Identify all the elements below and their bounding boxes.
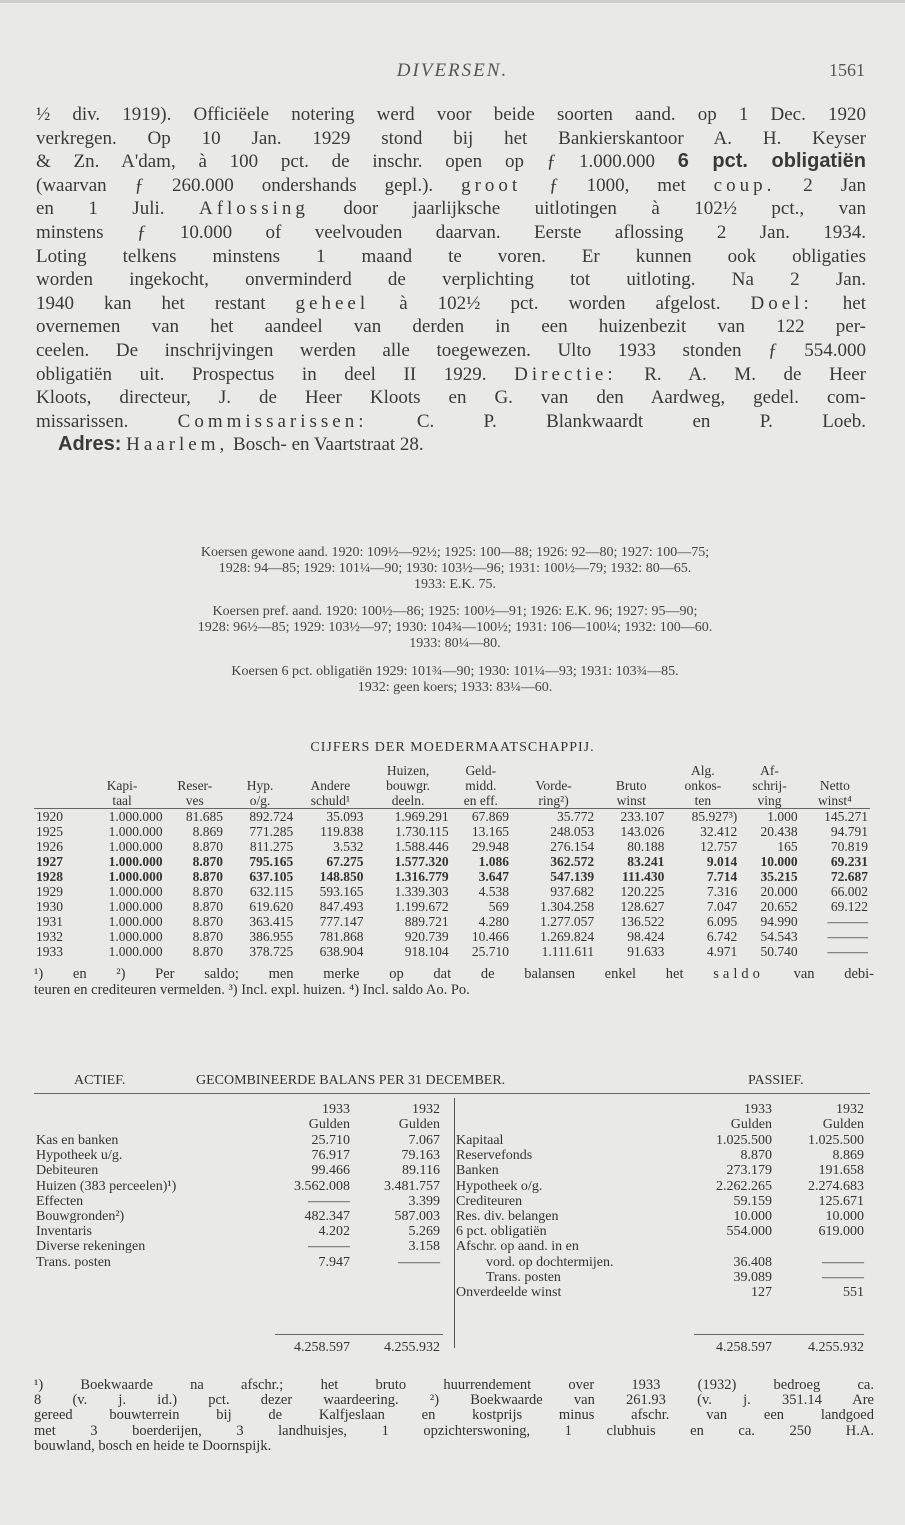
value-cell: ——— — [827, 929, 868, 944]
body-line: 1940 kan het restant geheel à 102½ pct. worden afgelost. Doel: het — [36, 292, 866, 314]
cijfers-header-cell: Alg. — [691, 763, 715, 778]
cijfers-header-cell: Andere — [310, 778, 351, 793]
balans-item-value: 76.917 — [311, 1148, 350, 1164]
year-cell: 1925 — [36, 824, 63, 839]
value-cell: 1.000.000 — [108, 869, 163, 884]
value-cell: 1.730.115 — [395, 824, 449, 839]
cijfers-title: CIJFERS DER MOEDERMAATSCHAPPIJ. — [310, 740, 595, 755]
cijfers-header-cell: ring²) — [538, 793, 569, 808]
balans-item-value: 3.481.757 — [384, 1178, 440, 1194]
value-cell: 795.165 — [249, 854, 294, 869]
balans-item-value: 482.347 — [304, 1208, 350, 1224]
cijfers-header-cell: ves — [185, 793, 204, 808]
value-cell: 67.275 — [326, 854, 364, 869]
cijfers-row — [34, 839, 870, 854]
passief-total-1933: 4.258.597 — [716, 1340, 772, 1355]
value-cell: 632.115 — [249, 884, 294, 899]
balans-item-value: 89.116 — [402, 1163, 440, 1179]
balans-item-value: ——— — [822, 1269, 864, 1285]
balans-item-value: 551 — [843, 1284, 864, 1300]
balans-divider — [454, 1098, 455, 1348]
balans-item-label: Hypotheek o/g. — [456, 1178, 543, 1194]
year-cell: 1926 — [36, 839, 63, 854]
value-cell: 771.285 — [249, 824, 294, 839]
value-cell: 1.199.672 — [394, 899, 449, 914]
cijfers-header-cell: ten — [694, 793, 712, 808]
value-cell: 94.990 — [760, 914, 798, 929]
cijfers-header-cell: Netto — [819, 778, 850, 793]
year-cell: 1931 — [36, 914, 63, 929]
address-line: Adres: Haarlem, Bosch- en Vaartstraat 28. — [58, 433, 424, 456]
balans-item-label: Huizen (383 perceelen)¹) — [36, 1178, 177, 1194]
value-cell: 1.000.000 — [108, 914, 163, 929]
balans-item-value: 59.159 — [733, 1193, 772, 1209]
value-cell: 8.870 — [192, 884, 223, 899]
actief-col-1932-head: 1932 Gulden — [398, 1102, 440, 1133]
value-cell: 119.838 — [320, 824, 364, 839]
actief-1933-values — [270, 1133, 350, 1270]
cijfers-header-cell: Reser- — [177, 778, 213, 793]
value-cell: 1.577.320 — [394, 854, 449, 869]
value-cell: 1.304.258 — [540, 899, 595, 914]
value-cell: 1.111.611 — [541, 944, 595, 959]
balans-item-value: 1.025.500 — [716, 1133, 772, 1148]
balans-item-value: 39.089 — [733, 1269, 772, 1285]
passief-total-rule — [694, 1334, 864, 1335]
value-cell: 547.139 — [550, 869, 595, 884]
value-cell: 892.724 — [225, 809, 295, 825]
value-cell: 67.869 — [451, 809, 511, 825]
top-edge — [0, 0, 905, 3]
value-cell: 4.971 — [706, 944, 738, 959]
year-cell: 1927 — [36, 854, 63, 869]
value-cell: 50.740 — [760, 944, 798, 959]
cijfers-header-cell: winst — [616, 793, 646, 808]
year-cell: 1929 — [36, 884, 63, 899]
actief-total-rule — [275, 1334, 443, 1335]
value-cell: 1.277.057 — [540, 914, 595, 929]
value-cell: 3.532 — [333, 839, 364, 854]
cijfers-header-cell — [34, 793, 80, 809]
cijfers-header-cell: Kapi- — [106, 778, 138, 793]
actief-col-1933-head: 1933 Gulden — [308, 1102, 350, 1133]
balans-item-value: 2.262.265 — [716, 1178, 772, 1194]
value-cell: 80.188 — [627, 839, 665, 854]
value-cell: 8.869 — [192, 824, 223, 839]
value-cell: 148.850 — [319, 869, 364, 884]
balans-title: GECOMBINEERDE BALANS PER 31 DECEMBER. — [196, 1073, 506, 1088]
cijfers-header-cell — [225, 763, 295, 778]
value-cell: 233.107 — [596, 809, 666, 825]
value-cell: 7.316 — [706, 884, 738, 899]
value-cell: 9.014 — [706, 854, 738, 869]
balans-item-label: Kas en banken — [36, 1133, 119, 1148]
cijfers-row — [34, 869, 870, 884]
value-cell: ——— — [827, 914, 868, 929]
value-cell: 25.710 — [471, 944, 509, 959]
value-cell: 8.870 — [192, 869, 223, 884]
value-cell: 70.819 — [830, 839, 868, 854]
passief-1933-values — [690, 1133, 772, 1300]
balans-item-value: 2.274.683 — [808, 1178, 864, 1194]
balans-item-value: ——— — [398, 1254, 440, 1270]
balans-item-value: 3.399 — [408, 1193, 440, 1209]
cijfers-header-cell — [511, 763, 596, 778]
cijfers-row — [34, 824, 870, 839]
value-cell: 145.271 — [800, 809, 870, 825]
balans-item-value: 10.000 — [825, 1208, 864, 1224]
cijfers-header-cell — [80, 763, 165, 778]
value-cell: 111.430 — [622, 869, 665, 884]
balans-item-value: 587.003 — [394, 1208, 440, 1224]
page-number: 1561 — [829, 60, 865, 80]
value-cell: 165 — [777, 839, 798, 854]
cijfers-header-cell: Hyp. — [246, 778, 274, 793]
value-cell: 1.000.000 — [108, 884, 163, 899]
value-cell: 10.466 — [471, 929, 509, 944]
value-cell: 54.543 — [760, 929, 798, 944]
koersen-pref: Koersen pref. aand. 1920: 100½—86; 1925: 100½—91; 1926: E.K. 96; 1927: 95—90; 1928: 96½—85; 1929: 103½—97; 1930: 104¾—100½; 1931: 106—100¼; 1932: 100—60. 1933: 80¼—80. — [197, 604, 713, 651]
body-line: Kloots, directeur, J. de Heer Kloots en G. van den Aardweg, gedel. com- — [36, 387, 866, 409]
passief-col-1933-head: 1933 Gulden — [730, 1102, 772, 1133]
balans-item-label: Bouwgronden²) — [36, 1208, 125, 1224]
passief-col-1932-head: 1932 Gulden — [822, 1102, 864, 1133]
cijfers-header-cell: onkos- — [684, 778, 722, 793]
cijfers-row — [34, 899, 870, 914]
value-cell: 3.647 — [478, 869, 509, 884]
actief-1932-values — [352, 1133, 440, 1270]
body-line: en 1 Juli. Aflossing door jaarlijksche uitlotingen à 102½ pct., van — [36, 198, 866, 220]
cijfers-header-cell — [34, 763, 80, 778]
value-cell: 920.739 — [404, 929, 449, 944]
cijfers-header-cell: o/g. — [249, 793, 271, 808]
value-cell: 1.000.000 — [108, 944, 163, 959]
balans-item-value: 3.562.008 — [294, 1178, 350, 1194]
value-cell: 10.000 — [760, 854, 798, 869]
cijfers-header-cell: Af- — [760, 763, 779, 778]
balans-item-value: ——— — [308, 1239, 350, 1255]
value-cell: 248.053 — [550, 824, 595, 839]
value-cell: 1.000.000 — [108, 899, 163, 914]
value-cell: 20.652 — [760, 899, 798, 914]
body-line: (waarvan ƒ 260.000 ondershands gepl.). groot ƒ 1000, met coup. 2 Jan — [36, 174, 866, 196]
value-cell: 1.316.779 — [394, 869, 449, 884]
balans-item-value: 7.947 — [318, 1254, 350, 1270]
value-cell: 637.105 — [249, 869, 294, 884]
value-cell: 94.791 — [830, 824, 868, 839]
value-cell: 1.000.000 — [108, 854, 163, 869]
cijfers-header-cell: deeln. — [391, 793, 425, 808]
balans-footnotes: ¹) Boekwaarde na afschr.; het bruto huurrendement over 1933 (1932) bedroeg ca. 8 (v. j. id.) pct. dezer waardeering. ²) Boekwaarde van 261.93 (v. j. 351.14 Are gereed bouwterrein bij de Kalfjeslaan en kostprijs minus afschr. van een landgoed met 3 boerderijen, 3 landhuisjes, 1 opzichterswoning, 1 clubhuis en ca. 250 H.A. bouwland, bosch en heide te Doornspijk. — [34, 1378, 874, 1454]
value-cell: 569 — [488, 899, 509, 914]
value-cell: 8.870 — [192, 899, 223, 914]
balans-item-value: ——— — [308, 1193, 350, 1209]
value-cell: 6.095 — [706, 914, 738, 929]
year-cell: 1933 — [36, 944, 63, 959]
balans-item-value: 7.067 — [408, 1133, 440, 1148]
value-cell: 6.742 — [706, 929, 738, 944]
balans-item-value: 125.671 — [818, 1193, 864, 1209]
value-cell: 1.000 — [739, 809, 799, 825]
cijfers-header-cell — [800, 763, 870, 778]
year-cell: 1930 — [36, 899, 63, 914]
balans-item-value: 99.466 — [311, 1163, 350, 1179]
passief-labels — [456, 1133, 688, 1300]
balans-item-value: 36.408 — [733, 1254, 772, 1270]
value-cell: 35.093 — [295, 809, 365, 825]
balans-item-value: 10.000 — [733, 1208, 772, 1224]
cijfers-header-cell — [165, 763, 225, 778]
cijfers-row — [34, 929, 870, 944]
value-cell: 811.275 — [249, 839, 294, 854]
value-cell: 1.000.000 — [108, 929, 163, 944]
value-cell: 32.412 — [700, 824, 738, 839]
value-cell: 72.687 — [830, 869, 868, 884]
value-cell: 847.493 — [319, 899, 364, 914]
body-line: ½ div. 1919). Officiëele notering werd voor beide soorten aand. op 1 Dec. 1920 — [36, 104, 866, 125]
body-line: missarissen. Commissarissen: C. P. Blankwaardt en P. Loeb. — [36, 410, 866, 432]
balans-item-value: 25.710 — [311, 1133, 350, 1148]
value-cell: 20.000 — [760, 884, 798, 899]
balans-item-value — [774, 1239, 864, 1254]
cijfers-header-cell: ving — [757, 793, 782, 808]
value-cell: 29.948 — [471, 839, 509, 854]
cijfers-header-cell: schuld¹ — [310, 793, 351, 808]
passief-total-1932: 4.255.932 — [808, 1340, 864, 1355]
value-cell: 85.927³) — [666, 809, 739, 825]
balans-item-label: Hypotheek u/g. — [36, 1148, 123, 1164]
cijfers-header-cell: midd. — [465, 778, 497, 793]
cijfers-header-row — [34, 763, 870, 778]
koersen-obligaties: Koersen 6 pct. obligatiën 1929: 101¾—90; 1930: 101¼—93; 1931: 103¾—85. 1932: geen koers; 1933: 83¼—60. — [231, 664, 679, 695]
cijfers-header-cell: taal — [112, 793, 132, 808]
value-cell: 937.682 — [550, 884, 595, 899]
balans-item-label: Res. div. belangen — [456, 1208, 559, 1224]
value-cell: 276.154 — [550, 839, 595, 854]
balans-item-value: 127 — [751, 1284, 772, 1300]
value-cell: 593.165 — [319, 884, 364, 899]
running-title: DIVERSEN. — [396, 60, 509, 81]
balans-item-value: 5.269 — [408, 1224, 440, 1240]
balans-item-value: 8.870 — [740, 1148, 772, 1164]
value-cell: 1.000.000 — [108, 839, 163, 854]
value-cell: 143.026 — [620, 824, 665, 839]
value-cell: 69.231 — [830, 854, 868, 869]
value-cell: ——— — [827, 944, 868, 959]
cijfers-header-row — [34, 778, 870, 793]
cijfers-header-cell: bouwgr. — [386, 778, 431, 793]
balans-item-label: vord. op dochtermijen. — [486, 1254, 614, 1270]
cijfers-header-cell: schrij- — [752, 778, 787, 793]
balans-item-value: 619.000 — [818, 1224, 864, 1240]
value-cell: 1.969.291 — [366, 809, 451, 825]
value-cell: 386.955 — [249, 929, 294, 944]
balans-item-label: Afschr. op aand. in en — [456, 1239, 579, 1255]
passief-label: PASSIEF. — [748, 1073, 804, 1088]
balans-item-value: 554.000 — [726, 1224, 772, 1240]
value-cell: 66.002 — [830, 884, 868, 899]
cijfers-header-cell: en eff. — [463, 793, 498, 808]
balans-item-value: 191.658 — [818, 1163, 864, 1179]
value-cell: 69.122 — [830, 899, 868, 914]
actief-total-1932: 4.255.932 — [384, 1340, 440, 1355]
cijfers-header-row — [34, 793, 870, 809]
balans-item-value: 1.025.500 — [808, 1133, 864, 1148]
value-cell: 378.725 — [249, 944, 294, 959]
value-cell: 7.047 — [706, 899, 738, 914]
actief-total-1933: 4.258.597 — [294, 1340, 350, 1355]
cijfers-header-cell: winst⁴ — [817, 793, 852, 808]
value-cell: 128.627 — [620, 899, 665, 914]
body-line: worden ingekocht, onverminderd de verplichting tot uitloting. Na 2 Jan. — [36, 269, 866, 291]
value-cell: 20.438 — [760, 824, 798, 839]
balans-item-label: Effecten — [36, 1193, 84, 1209]
value-cell: 12.757 — [700, 839, 738, 854]
value-cell: 8.870 — [192, 854, 223, 869]
body-line: verkregen. Op 10 Jan. 1929 stond bij het Bankierskantoor A. H. Keyser — [36, 127, 866, 149]
balans-item-label: Crediteuren — [456, 1193, 523, 1209]
cijfers-table — [34, 763, 870, 959]
cijfers-header-cell: Geld- — [465, 763, 497, 778]
cijfers-row — [34, 944, 870, 959]
value-cell: 1.269.824 — [540, 929, 595, 944]
balans-item-value: 4.202 — [318, 1224, 350, 1240]
balans-item-label: Reservefonds — [456, 1148, 533, 1164]
value-cell: 1.000.000 — [80, 809, 165, 825]
cijfers-header-cell — [34, 778, 80, 793]
value-cell: 619.620 — [249, 899, 294, 914]
value-cell: 363.415 — [249, 914, 294, 929]
balans-item-label: 6 pct. obligatiën — [456, 1224, 547, 1240]
value-cell: 98.424 — [627, 929, 665, 944]
value-cell: 638.904 — [319, 944, 364, 959]
value-cell: 1.588.446 — [394, 839, 449, 854]
value-cell: 4.538 — [478, 884, 509, 899]
value-cell: 8.870 — [192, 929, 223, 944]
value-cell: 13.165 — [471, 824, 509, 839]
cijfers-row — [34, 884, 870, 899]
balans-item-label: Trans. posten — [486, 1269, 561, 1285]
balans-item-value: 273.179 — [726, 1163, 772, 1179]
value-cell: 4.280 — [478, 914, 509, 929]
value-cell: 136.522 — [620, 914, 665, 929]
cijfers-header-cell — [295, 763, 365, 778]
value-cell: 91.633 — [627, 944, 665, 959]
company-description — [36, 103, 866, 457]
value-cell: 889.721 — [404, 914, 449, 929]
balans-item-label: Debiteuren — [36, 1163, 99, 1179]
koersen-gewone: Koersen gewone aand. 1920: 109½—92½; 1925: 100—88; 1926: 92—80; 1927: 100—75; 1928: 94—85; 1929: 101¼—90; 1930: 103½—96; 1931: 100½—79; 1932: 80—65. 1933: E.K. 75. — [200, 545, 710, 592]
value-cell: 1.086 — [478, 854, 509, 869]
value-cell: 1.339.303 — [394, 884, 449, 899]
body-line: obligatiën uit. Prospectus in deel II 1929. Directie: R. A. M. de Heer — [36, 363, 866, 385]
cijfers-header-cell: Huizen, — [386, 763, 430, 778]
cijfers-row — [34, 809, 870, 825]
balans-item-label: Inventaris — [36, 1224, 92, 1240]
cijfers-row — [34, 914, 870, 929]
obligaties-heading: 6 pct. obligatiën — [677, 150, 866, 173]
cijfers-header-cell: Vorde- — [535, 778, 572, 793]
cijfers-header-cell: Bruto — [615, 778, 647, 793]
balans-rule — [34, 1093, 870, 1094]
balans-item-value: ——— — [822, 1254, 864, 1270]
value-cell: 120.225 — [620, 884, 665, 899]
balans-item-value: 79.163 — [401, 1148, 440, 1164]
value-cell: 83.241 — [627, 854, 665, 869]
balans-item-label: Diverse rekeningen — [36, 1239, 146, 1255]
passief-1932-values — [774, 1133, 864, 1300]
value-cell: 8.870 — [192, 914, 223, 929]
body-line: minstens ƒ 10.000 of veelvouden daarvan. Eerste aflossing 2 Jan. 1934. — [36, 221, 866, 243]
cijfers-row — [34, 854, 870, 869]
body-line: & Zn. A'dam, à 100 pct. de inschr. open op ƒ 1.000.000 6 pct. obligatiën — [36, 150, 866, 173]
balans-item-value — [690, 1239, 772, 1254]
value-cell: 1.000.000 — [108, 824, 163, 839]
balans-item-label: Banken — [456, 1163, 499, 1179]
actief-labels — [36, 1133, 268, 1270]
value-cell: 781.868 — [319, 929, 364, 944]
year-cell: 1928 — [36, 869, 63, 884]
value-cell: 35.772 — [511, 809, 596, 825]
value-cell: 35.215 — [760, 869, 798, 884]
value-cell: 8.870 — [192, 944, 223, 959]
actief-label: ACTIEF. — [74, 1073, 126, 1088]
balans-item-label: Kapitaal — [456, 1133, 504, 1148]
value-cell: 81.685 — [165, 809, 225, 825]
address-label: Adres: — [58, 433, 122, 456]
value-cell: 918.104 — [404, 944, 449, 959]
year-cell: 1932 — [36, 929, 63, 944]
value-cell: 777.147 — [319, 914, 364, 929]
body-line: Loting telkens minstens 1 maand te voren. Er kunnen ook obligaties — [36, 245, 866, 267]
balans-item-label: Trans. posten — [36, 1254, 111, 1270]
body-line: overnemen van het aandeel van derden in een huizenbezit van 122 per- — [36, 316, 866, 338]
value-cell: 7.714 — [706, 869, 738, 884]
value-cell: 362.572 — [550, 854, 595, 869]
cijfers-header-cell — [596, 763, 666, 778]
value-cell: 8.870 — [192, 839, 223, 854]
year-cell: 1920 — [34, 809, 80, 825]
body-line: ceelen. De inschrijvingen werden alle toegewezen. Ulto 1933 stonden ƒ 554.000 — [36, 339, 866, 361]
balans-item-value: 8.869 — [832, 1148, 864, 1164]
cijfers-footnotes: ¹) en ²) Per saldo; men merke op dat de balansen enkel het saldo van debi- teuren en crediteuren vermelden. ³) Incl. expl. huizen. ⁴) Incl. saldo Ao. Po. — [34, 966, 874, 998]
balans-item-label: Onverdeelde winst — [456, 1284, 562, 1300]
balans-item-value: 3.158 — [408, 1239, 440, 1255]
